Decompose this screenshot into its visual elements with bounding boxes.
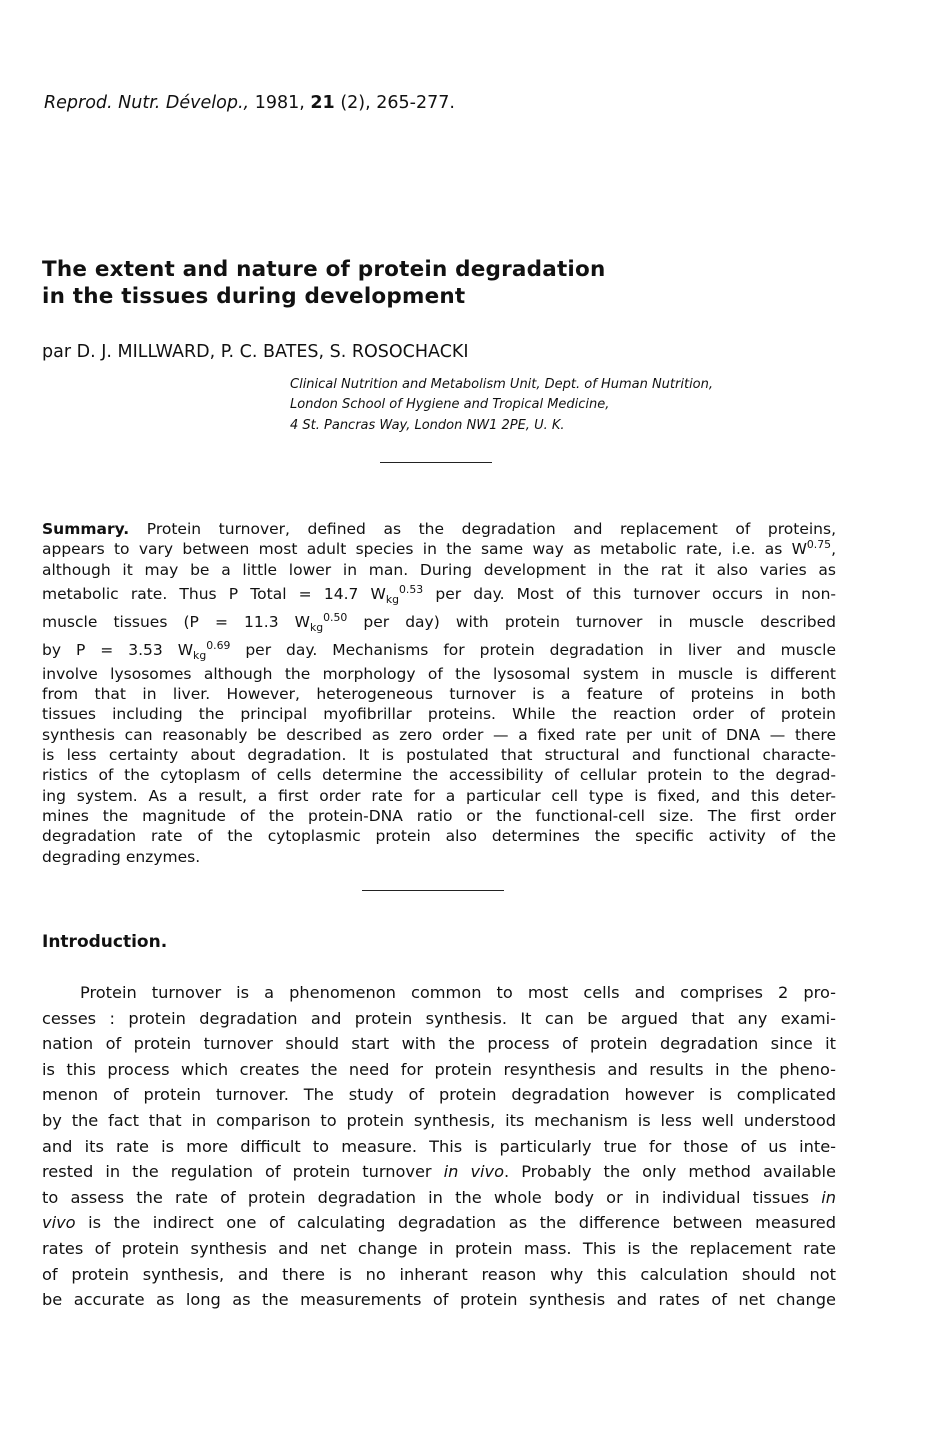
summary-line: ing system. As a result, a first order rate for a particular cell type is fixed, and this deter-: [42, 786, 836, 805]
author-list: par D. J. MILLWARD, P. C. BATES, S. ROSOCHACKI: [42, 342, 469, 362]
summary-line: by P = 3.53 $W_{kg}^{0.69}$ per day. Mechanisms for protein degradation in liver and muscle: [42, 638, 836, 662]
intro-line: of protein synthesis, and there is no inherant reason why this calculation should not: [42, 1264, 836, 1284]
affiliation-line-2: London School of Hygiene and Tropical Medicine,: [290, 397, 610, 412]
exponent: 0.69: [206, 638, 231, 652]
subscript: kg: [193, 648, 207, 662]
journal-citation: [44, 93, 455, 113]
summary-line: Summary. Protein turnover, defined as the degradation and replacement of proteins,: [42, 520, 836, 538]
affiliation-line-1: Clinical Nutrition and Metabolism Unit, Dept. of Human Nutrition,: [290, 377, 714, 392]
intro-line: by the fact that in comparison to protein synthesis, its mechanism is less well understood: [42, 1110, 836, 1130]
summary-line: from that in liver. However, heterogeneous turnover is a feature of proteins in both: [42, 685, 836, 704]
summary-line: degrading enzymes.: [42, 847, 201, 866]
summary-line: is less certainty about degradation. It is postulated that structural and functional characte-: [42, 746, 836, 765]
header-divider: [380, 462, 492, 463]
journal-year: 1981,: [254, 93, 305, 113]
intro-line: cesses : protein degradation and protein synthesis. It can be argued that any exami-: [42, 1008, 836, 1028]
journal-name: Reprod. Nutr. Dévelop.,: [44, 93, 250, 113]
journal-volume: 21: [310, 93, 335, 113]
summary-paragraph: [42, 519, 836, 867]
intro-line: to assess the rate of protein degradation in the whole body or in individual tissues in: [42, 1187, 836, 1207]
summary-line: metabolic rate. Thus P Total = 14.7 $W_{kg}^{0.53}$ per day. Most of this turnover occurs in non-: [42, 582, 836, 606]
intro-line: be accurate as long as the measurements of protein synthesis and rates of net change: [42, 1290, 836, 1310]
article-title-line-2: in the tissues during development: [42, 284, 466, 309]
affiliation-line-3: 4 St. Pancras Way, London NW1 2PE, U. K.: [290, 418, 565, 433]
introduction-paragraph: [42, 980, 836, 1313]
intro-line: and its rate is more difficult to measure. This is particularly true for those of us inte-: [42, 1136, 836, 1156]
summary-heading: Summary.: [42, 520, 130, 538]
summary-line: degradation rate of the cytoplasmic protein also determines the specific activity of the: [42, 827, 836, 846]
summary-line: mines the magnitude of the protein-DNA ratio or the functional-cell size. The first order: [42, 806, 836, 825]
section-heading-introduction: Introduction.: [42, 932, 168, 952]
intro-line: rates of protein synthesis and net change in protein mass. This is the replacement rate: [42, 1238, 836, 1258]
intro-line: menon of protein turnover. The study of protein degradation however is complicated: [42, 1085, 836, 1105]
section-divider: [362, 890, 504, 891]
summary-line: although it may be a little lower in man. During development in the rat it also varies as: [42, 560, 836, 579]
subscript: kg: [385, 592, 400, 606]
summary-line: appears to vary between most adult species in the same way as metabolic rate, i.e. as $W^{0.75}$,: [42, 538, 836, 559]
intro-line: is this process which creates the need for protein resynthesis and results in the pheno-: [42, 1059, 836, 1079]
summary-line: muscle tissues (P = 11.3 $W_{kg}^{0.50}$ per day) with protein turnover in muscle described: [42, 610, 836, 634]
summary-line: ristics of the cytoplasm of cells determine the accessibility of cellular protein to the degrad-: [42, 766, 836, 785]
journal-issue-pages: (2), 265-277.: [340, 93, 455, 113]
exponent: 0.50: [323, 610, 348, 624]
intro-line: vivo is the indirect one of calculating degradation as the difference between measured: [42, 1213, 836, 1233]
exponent: 0.75: [806, 538, 832, 552]
summary-line: tissues including the principal myofibrillar proteins. While the reaction order of protein: [42, 705, 836, 724]
summary-line: involve lysosomes although the morphology of the lysosomal system in muscle is different: [42, 664, 836, 683]
intro-line: nation of protein turnover should start with the process of protein degradation since it: [42, 1034, 836, 1054]
summary-line: synthesis can reasonably be described as zero order — a fixed rate per unit of DNA — there: [42, 725, 836, 744]
intro-line: rested in the regulation of protein turnover in vivo. Probably the only method available: [42, 1162, 837, 1182]
exponent: 0.53: [399, 582, 424, 596]
intro-line: Protein turnover is a phenomenon common to most cells and comprises 2 pro-: [80, 983, 836, 1002]
subscript: kg: [309, 620, 324, 634]
article-title-line-1: The extent and nature of protein degradation: [42, 257, 606, 282]
